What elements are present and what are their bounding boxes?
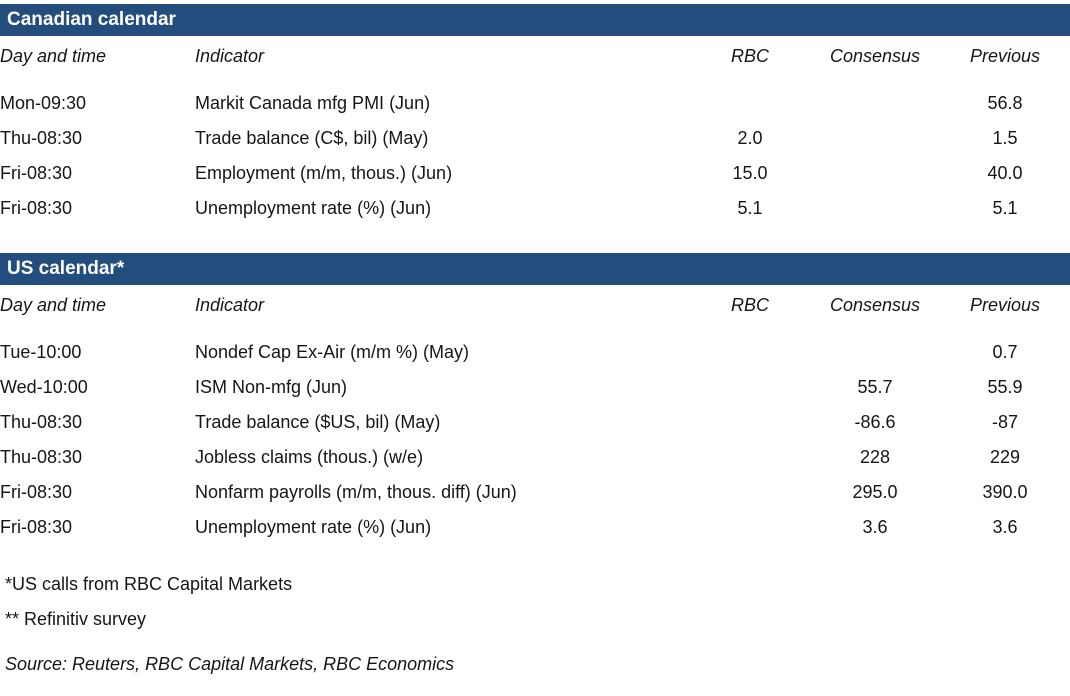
previous-cell: 40.0 bbox=[987, 163, 1023, 183]
indicator-cell: ISM Non-mfg (Jun) bbox=[195, 377, 348, 397]
day-time-cell: Fri-08:30 bbox=[0, 163, 73, 183]
column-header-indicator: Indicator bbox=[195, 45, 265, 66]
previous-cell: -87 bbox=[991, 412, 1018, 432]
consensus-cell bbox=[810, 191, 940, 226]
rbc-cell bbox=[690, 475, 810, 510]
table-row bbox=[0, 191, 1070, 226]
column-header-previous: Previous bbox=[969, 294, 1041, 315]
day-time-cell: Thu-08:30 bbox=[0, 412, 83, 432]
rbc-cell bbox=[690, 405, 810, 440]
consensus-cell: 228 bbox=[859, 447, 891, 467]
column-header-rbc: RBC bbox=[730, 294, 769, 315]
day-time-cell: Fri-08:30 bbox=[0, 517, 73, 537]
rbc-cell: 5.1 bbox=[737, 198, 763, 218]
footnote-refinitiv: ** Refinitiv survey bbox=[5, 609, 147, 629]
indicator-cell: Nonfarm payrolls (m/m, thous. diff) (Jun) bbox=[195, 482, 517, 502]
column-header-previous: Previous bbox=[969, 45, 1041, 66]
rbc-cell: 15.0 bbox=[732, 163, 768, 183]
consensus-cell: 3.6 bbox=[862, 517, 888, 537]
canadian-calendar-table bbox=[0, 36, 1070, 226]
consensus-cell bbox=[810, 156, 940, 191]
us-calendar-table bbox=[0, 285, 1070, 545]
column-header-consensus: Consensus bbox=[829, 294, 921, 315]
table-row bbox=[0, 370, 1070, 405]
column-header-rbc: RBC bbox=[730, 45, 769, 66]
table-row bbox=[0, 76, 1070, 121]
indicator-cell: Jobless claims (thous.) (w/e) bbox=[195, 447, 424, 467]
day-time-cell: Fri-08:30 bbox=[0, 482, 73, 502]
rbc-cell bbox=[690, 510, 810, 545]
consensus-cell: 295.0 bbox=[852, 482, 898, 502]
section-title: Canadian calendar bbox=[7, 9, 176, 30]
day-time-cell: Fri-08:30 bbox=[0, 198, 73, 218]
table-row bbox=[0, 121, 1070, 156]
rbc-cell bbox=[690, 325, 810, 370]
consensus-cell bbox=[810, 76, 940, 121]
source-line: Source: Reuters, RBC Capital Markets, RBC Economics bbox=[5, 654, 455, 674]
canadian-calendar-section bbox=[0, 4, 1070, 226]
footnotes bbox=[0, 567, 1070, 637]
previous-cell: 56.8 bbox=[987, 93, 1023, 113]
table-row bbox=[0, 405, 1070, 440]
indicator-cell: Trade balance (C$, bil) (May) bbox=[195, 128, 429, 148]
day-time-cell: Tue-10:00 bbox=[0, 342, 82, 362]
rbc-cell bbox=[690, 440, 810, 475]
previous-cell: 229 bbox=[989, 447, 1021, 467]
us-calendar-section bbox=[0, 253, 1070, 545]
footnote-us-calls: *US calls from RBC Capital Markets bbox=[5, 574, 293, 594]
indicator-cell: Nondef Cap Ex-Air (m/m %) (May) bbox=[195, 342, 470, 362]
column-header-indicator: Indicator bbox=[195, 294, 265, 315]
previous-cell: 5.1 bbox=[992, 198, 1018, 218]
consensus-cell bbox=[810, 325, 940, 370]
indicator-cell: Markit Canada mfg PMI (Jun) bbox=[195, 93, 431, 113]
table-row bbox=[0, 440, 1070, 475]
previous-cell: 1.5 bbox=[992, 128, 1018, 148]
rbc-cell bbox=[690, 76, 810, 121]
previous-cell: 3.6 bbox=[992, 517, 1018, 537]
indicator-cell: Unemployment rate (%) (Jun) bbox=[195, 198, 432, 218]
canadian-calendar-title-bar bbox=[0, 4, 1070, 36]
consensus-cell: 55.7 bbox=[857, 377, 893, 397]
day-time-cell: Thu-08:30 bbox=[0, 447, 83, 467]
column-header-row bbox=[0, 36, 1070, 76]
indicator-cell: Employment (m/m, thous.) (Jun) bbox=[195, 163, 453, 183]
rbc-cell bbox=[690, 370, 810, 405]
day-time-cell: Wed-10:00 bbox=[0, 377, 88, 397]
previous-cell: 55.9 bbox=[987, 377, 1023, 397]
consensus-cell: -86.6 bbox=[854, 412, 896, 432]
indicator-cell: Unemployment rate (%) (Jun) bbox=[195, 517, 432, 537]
previous-cell: 0.7 bbox=[992, 342, 1018, 362]
column-header-day-time: Day and time bbox=[0, 294, 107, 315]
column-header-row bbox=[0, 285, 1070, 325]
table-row bbox=[0, 510, 1070, 545]
consensus-cell bbox=[810, 121, 940, 156]
day-time-cell: Mon-09:30 bbox=[0, 93, 87, 113]
table-row bbox=[0, 325, 1070, 370]
column-header-consensus: Consensus bbox=[829, 45, 921, 66]
day-time-cell: Thu-08:30 bbox=[0, 128, 83, 148]
rbc-cell: 2.0 bbox=[737, 128, 763, 148]
section-title: US calendar* bbox=[7, 258, 125, 279]
column-header-day-time: Day and time bbox=[0, 45, 107, 66]
table-row bbox=[0, 475, 1070, 510]
previous-cell: 390.0 bbox=[982, 482, 1028, 502]
indicator-cell: Trade balance ($US, bil) (May) bbox=[195, 412, 441, 432]
us-calendar-title-bar bbox=[0, 253, 1070, 285]
table-row bbox=[0, 156, 1070, 191]
